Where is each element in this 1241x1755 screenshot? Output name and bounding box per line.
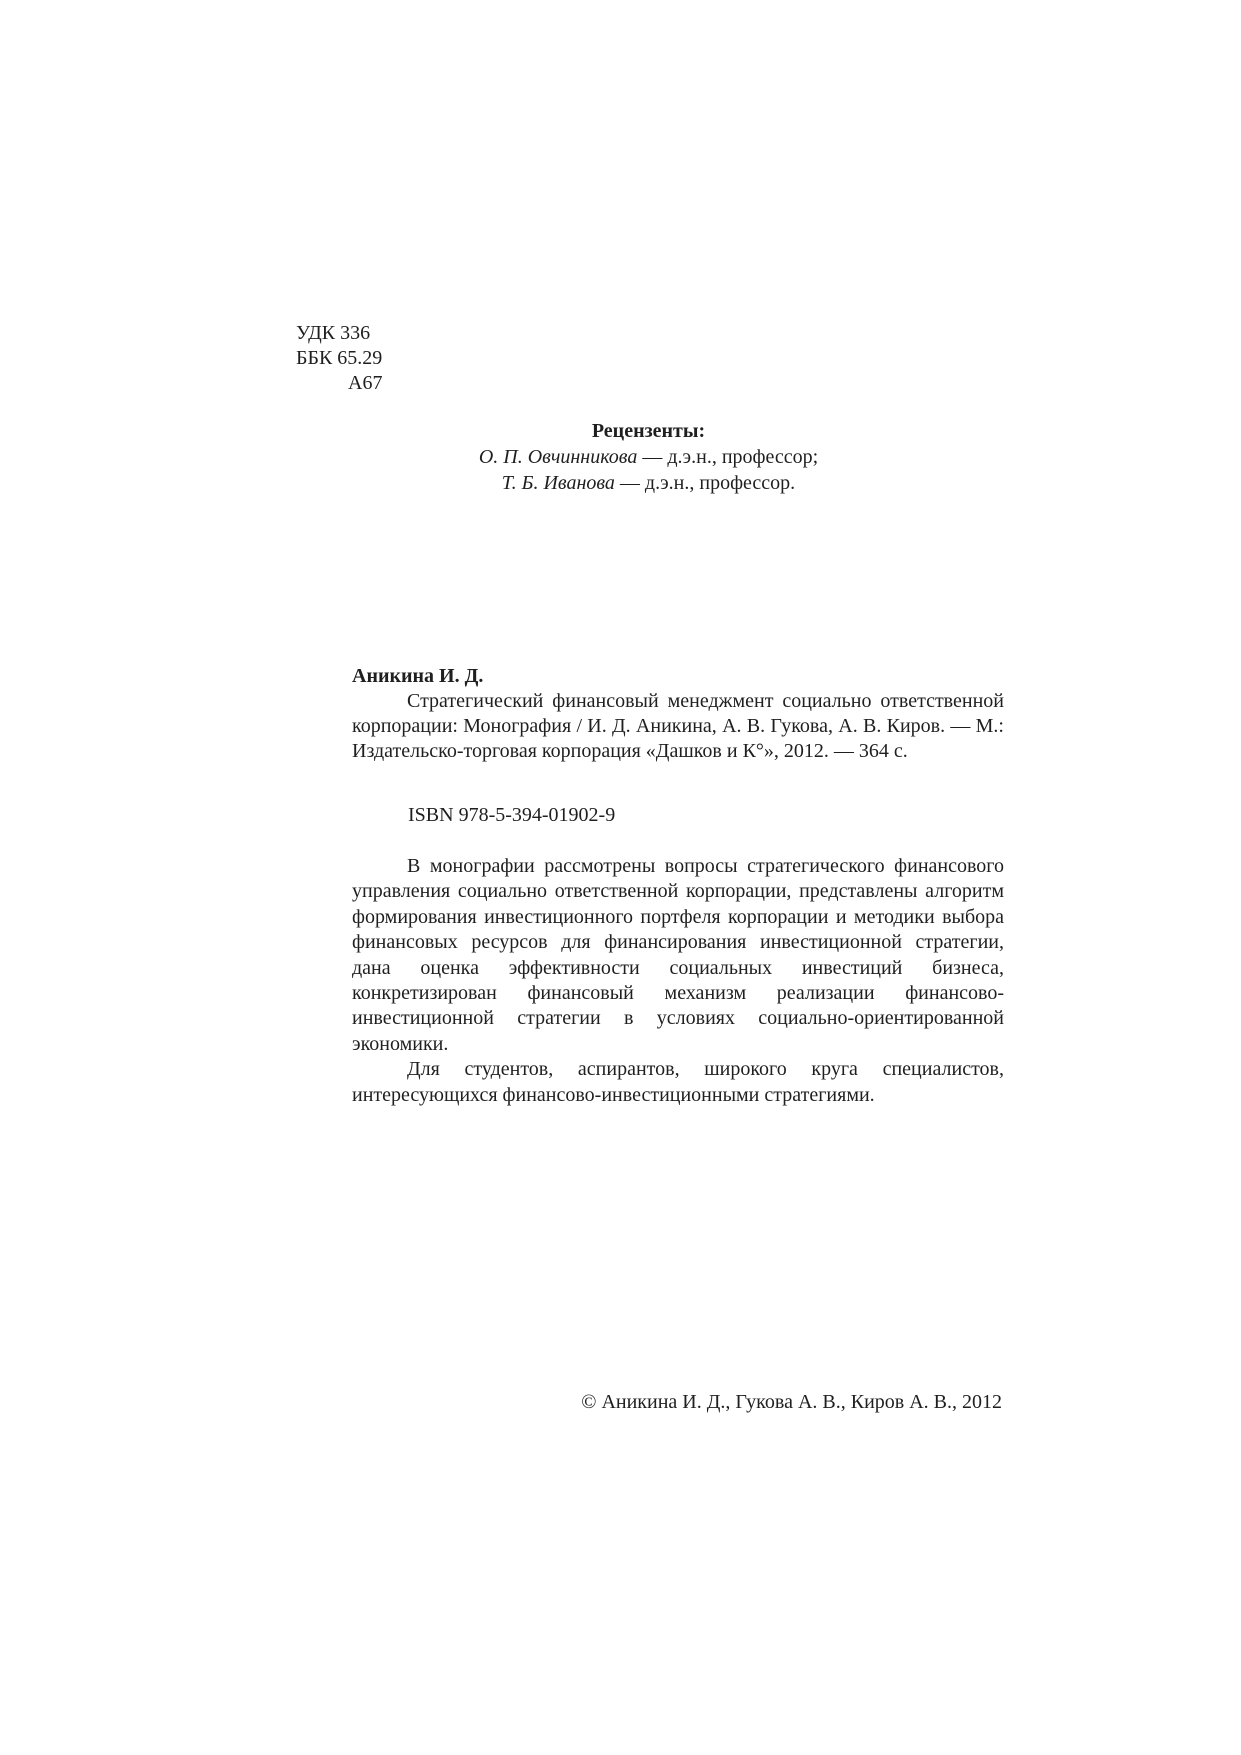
classification-block bbox=[296, 321, 382, 396]
copyright-notice: © Аникина И. Д., Гукова А. В., Киров А. В., 2012 bbox=[581, 1391, 1002, 1413]
audience-paragraph: Для студентов, аспирантов, широкого круга специалистов, интересующихся финансово-инвестиционными стратегиями. bbox=[352, 1058, 1004, 1106]
bibliographic-description: Стратегический финансовый менеджмент социально ответственной корпорации: Монография / И. Д. Аникина, А. В. Гукова, А. В. Киров. — М.: Издательско-торговая корпорация «Дашков и К°», 2012. — 364 с. bbox=[352, 690, 1004, 762]
isbn: ISBN 978-5-394-01902-9 bbox=[408, 804, 616, 826]
reviewers-block bbox=[296, 418, 1001, 496]
reviewer-credentials: — д.э.н., профессор. bbox=[614, 472, 796, 494]
author-sign: А67 bbox=[348, 372, 383, 394]
author-heading: Аникина И. Д. bbox=[352, 665, 484, 687]
reviewer-name: Т. Б. Иванова bbox=[501, 472, 615, 494]
bbk-code: ББК 65.29 bbox=[296, 347, 383, 369]
reviewer-name: О. П. Овчинникова bbox=[478, 446, 638, 468]
reviewers-heading: Рецензенты: bbox=[591, 420, 706, 442]
bibliographic-record bbox=[352, 664, 1004, 764]
udk-code: УДК 336 bbox=[296, 322, 371, 344]
abstract bbox=[352, 854, 1004, 1108]
abstract-paragraph: В монографии рассмотрены вопросы стратегического финансового управления социально ответственной корпорации, представлены алгоритм формирования инвестиционного портфеля корпорации и методики выбора финансовых ресурсов для финансирования инвестиционной стратегии, дана оценка эффективности социальных инвестиций бизнеса, конкретизирован финансовый механизм реализации финансово-инвестиционной стратегии в условиях социально-ориентированной экономики. bbox=[352, 855, 1004, 1055]
reviewer-line bbox=[296, 470, 1001, 496]
reviewer-line bbox=[296, 444, 1001, 470]
reviewer-credentials: — д.э.н., профессор; bbox=[637, 446, 819, 468]
